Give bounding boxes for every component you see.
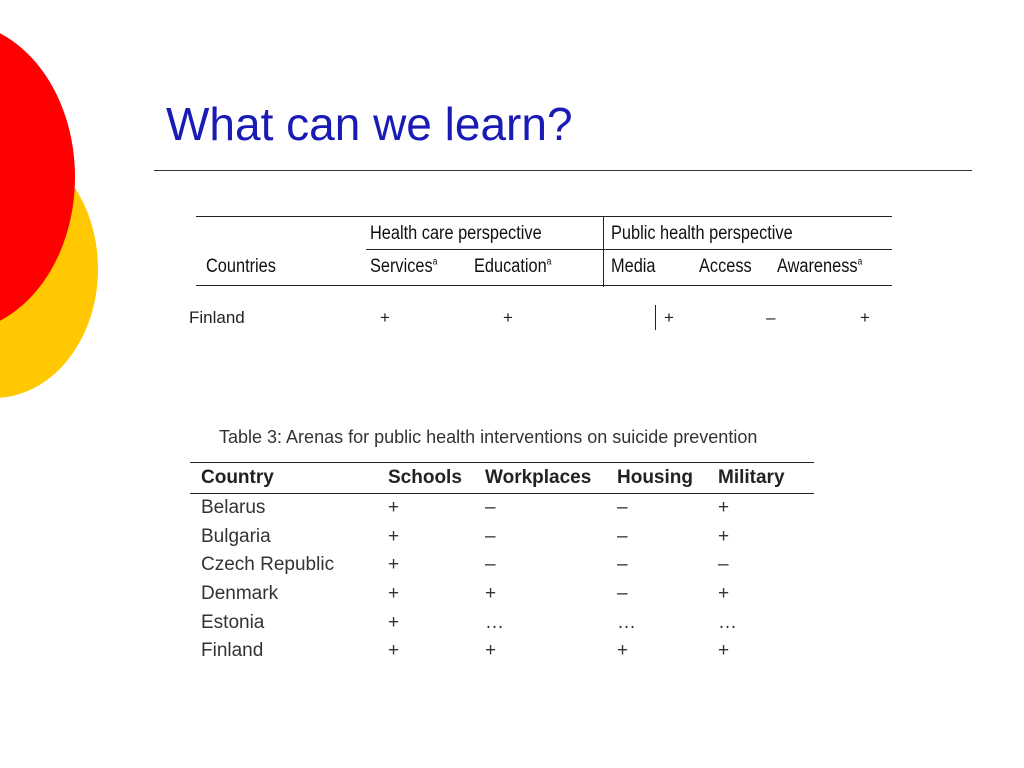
col-access: Access xyxy=(699,256,752,277)
col-country: Country xyxy=(190,463,377,494)
row-country: Finland xyxy=(189,308,245,327)
table-row xyxy=(190,580,814,609)
cell-awareness: + xyxy=(860,308,870,327)
cell-schools: + xyxy=(388,640,400,662)
cell-housing: – xyxy=(617,497,628,519)
col-housing: Housing xyxy=(606,463,707,494)
table1-top-rule xyxy=(196,216,892,217)
cell-services: + xyxy=(380,308,390,327)
table-row xyxy=(190,637,814,666)
col-workplaces: Workplaces xyxy=(474,463,606,494)
col-services: Services$^a$ xyxy=(370,256,438,277)
cell-military: + xyxy=(718,583,730,605)
cell-schools: + xyxy=(388,554,400,576)
group-health-care: Health care perspective xyxy=(370,223,542,244)
cell-media: + xyxy=(664,308,674,327)
cell-workplaces: – xyxy=(485,525,496,547)
col-awareness: Awareness$^a$ xyxy=(777,256,863,277)
cell-workplaces: + xyxy=(485,640,497,662)
cell-housing: – xyxy=(617,554,628,576)
cell-workplaces: – xyxy=(485,554,496,576)
cell-schools: + xyxy=(388,611,400,633)
cell-workplaces: – xyxy=(485,497,496,519)
table1-group-rule xyxy=(366,249,892,250)
table2-caption: Table 3: Arenas for public health interventions on suicide prevention xyxy=(219,427,758,447)
cell-housing: … xyxy=(617,611,636,633)
cell-country: Estonia xyxy=(201,611,265,633)
cell-schools: + xyxy=(388,525,400,547)
arenas-table xyxy=(190,462,814,666)
cell-military: … xyxy=(718,611,737,633)
col-countries: Countries xyxy=(206,256,276,277)
cell-country: Finland xyxy=(201,640,264,662)
table-row xyxy=(190,523,814,552)
cell-country: Denmark xyxy=(201,583,279,605)
cell-country: Belarus xyxy=(201,497,266,519)
cell-education: + xyxy=(503,308,513,327)
cell-workplaces: … xyxy=(485,611,504,633)
table-row xyxy=(190,494,814,523)
table1-divider xyxy=(603,216,604,287)
cell-country: Bulgaria xyxy=(201,525,271,547)
table1-row-divider xyxy=(655,305,656,330)
cell-schools: + xyxy=(388,497,400,519)
col-military: Military xyxy=(707,463,814,494)
cell-schools: + xyxy=(388,583,400,605)
cell-access: – xyxy=(766,308,776,327)
cell-military: + xyxy=(718,640,730,662)
slide-title: What can we learn? xyxy=(166,98,573,150)
cell-housing: + xyxy=(617,640,629,662)
table-row xyxy=(190,608,814,637)
cell-military: – xyxy=(718,554,729,576)
col-schools: Schools xyxy=(377,463,474,494)
group-public-health: Public health perspective xyxy=(611,223,793,244)
cell-housing: – xyxy=(617,525,628,547)
col-education: Education$^a$ xyxy=(474,256,552,277)
cell-country: Czech Republic xyxy=(201,554,335,576)
table2-header-row xyxy=(190,463,814,494)
cell-military: + xyxy=(718,525,730,547)
col-media: Media xyxy=(611,256,656,277)
cell-workplaces: + xyxy=(485,583,497,605)
cell-military: + xyxy=(718,497,730,519)
table1-header-rule xyxy=(196,285,892,286)
cell-housing: – xyxy=(617,583,628,605)
table-row xyxy=(190,551,814,580)
